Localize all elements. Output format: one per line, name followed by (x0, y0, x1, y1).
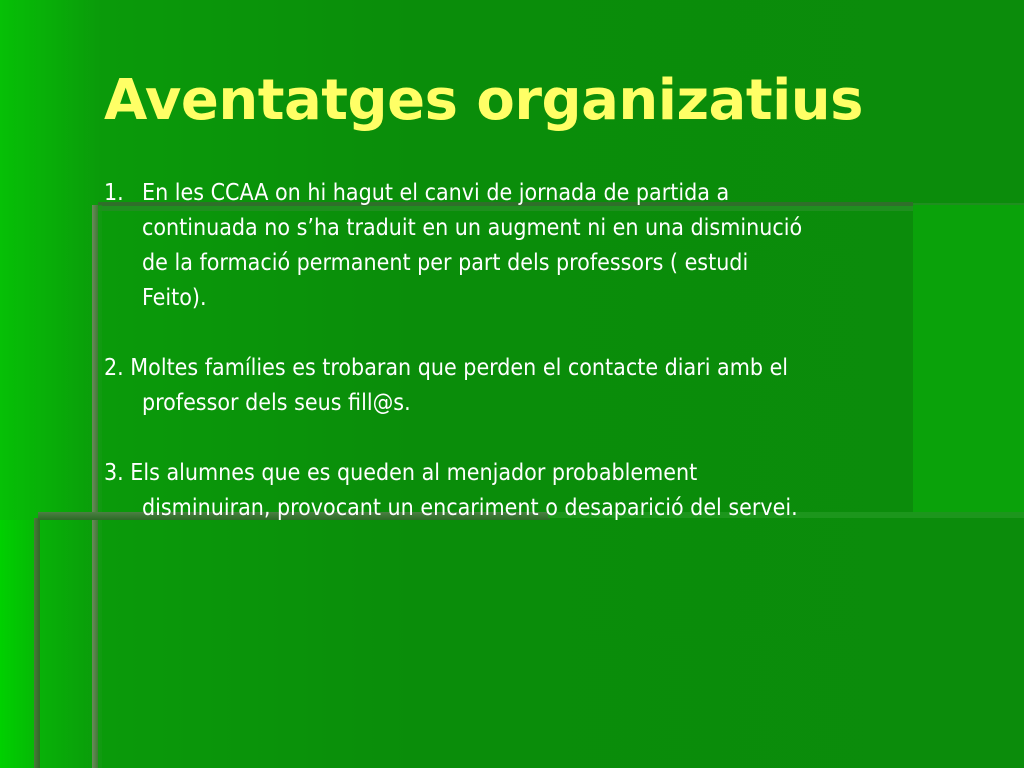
list-item-text: continuada no s’ha traduit en un augment ni en una disminució (142, 215, 803, 241)
slide-title: Aventatges organizatius (104, 68, 863, 133)
list-item-text: 2. Moltes famílies es trobaran que perden el contacte diari amb el (104, 355, 789, 381)
list-item (104, 351, 1004, 421)
list-item-text: disminuiran, provocant un encariment o desaparició del servei. (142, 495, 798, 521)
list-item-text: Feito). (142, 285, 207, 311)
list-item-number: 1. (104, 180, 124, 206)
list-item-text: de la formació permanent per part dels professors ( estudi (142, 250, 749, 276)
decorative-stripe (34, 518, 40, 768)
list-item (104, 176, 1004, 316)
list-item-text: 3. Els alumnes que es queden al menjador probablement (104, 460, 698, 486)
decorative-stripe (0, 520, 36, 768)
list-item (104, 456, 1004, 526)
list-item-text: En les CCAA on hi hagut el canvi de jornada de partida a (142, 180, 730, 206)
decorative-stripe (98, 205, 102, 768)
slide-body (104, 176, 1004, 526)
list-item-text: professor dels seus fill@s. (142, 390, 411, 416)
